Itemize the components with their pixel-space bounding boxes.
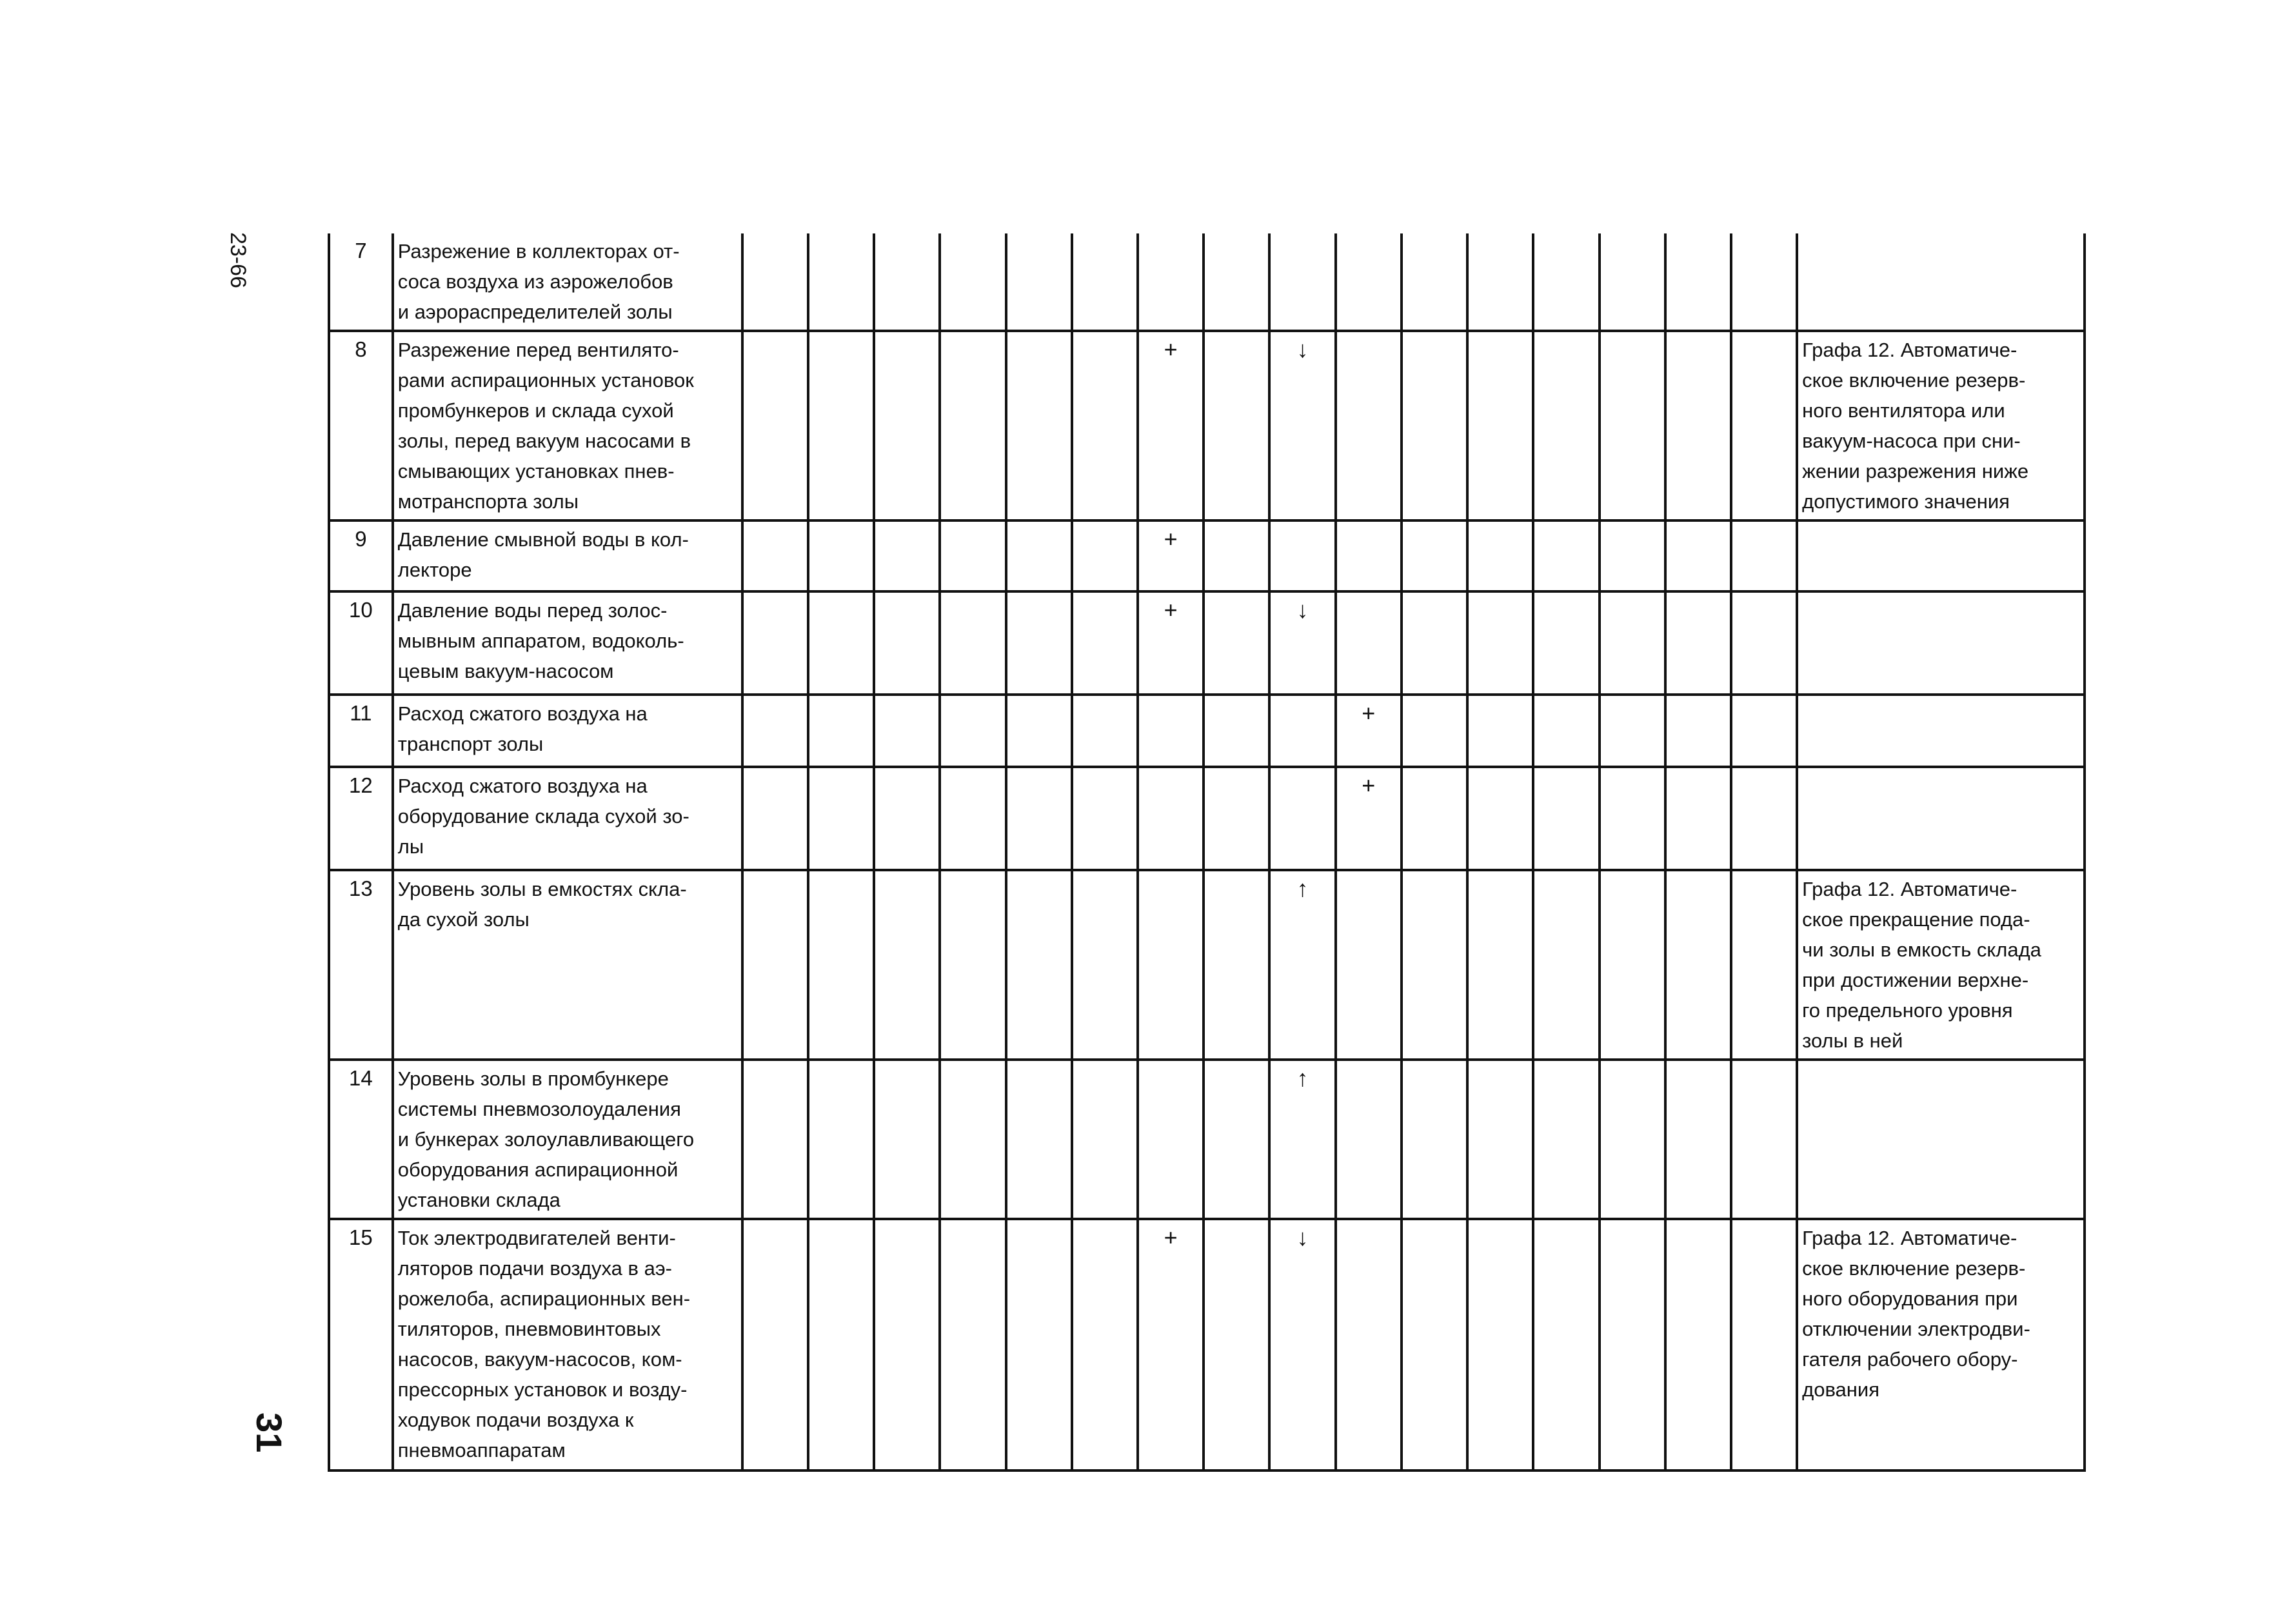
- grid-cell-col-7: [1138, 233, 1204, 331]
- description-line: Уровень золы в емкостях скла-: [397, 878, 687, 900]
- remark-cell: [1797, 767, 2085, 870]
- table-row: [329, 767, 2085, 870]
- description-line: Давление смывной воды в кол-: [397, 528, 689, 551]
- grid-cell-col-2: [808, 1219, 874, 1471]
- grid-cell-col-4: [940, 767, 1006, 870]
- parameter-description: [393, 520, 742, 591]
- remark-line: при достижении верхне-: [1802, 969, 2029, 991]
- grid-cell-col-12: [1467, 331, 1533, 520]
- grid-cell-col-13: [1533, 1060, 1599, 1219]
- remark-cell: [1797, 1219, 2085, 1471]
- grid-cell-col-3: [874, 1060, 940, 1219]
- grid-cell-col-7: [1138, 1060, 1204, 1219]
- grid-cell-col-5: [1006, 520, 1072, 591]
- grid-cell-col-2: [808, 591, 874, 695]
- page-number: 31: [249, 1412, 290, 1453]
- grid-cell-col-9: ↓: [1269, 331, 1335, 520]
- description-line: Расход сжатого воздуха на: [397, 702, 648, 725]
- grid-cell-col-12: [1467, 233, 1533, 331]
- remark-cell: [1797, 591, 2085, 695]
- grid-cell-col-15: [1665, 331, 1731, 520]
- description-line: Давление воды перед золос-: [397, 599, 668, 622]
- description-line: насосов, вакуум-насосов, ком-: [397, 1348, 682, 1371]
- description-line: цевым вакуум-насосом: [397, 660, 614, 682]
- grid-cell-col-15: [1665, 695, 1731, 767]
- description-line: Расход сжатого воздуха на: [397, 775, 648, 797]
- table-row: [329, 591, 2085, 695]
- grid-cell-col-2: [808, 1060, 874, 1219]
- table-row: [329, 1060, 2085, 1219]
- description-line: смывающих установках пнев-: [397, 460, 675, 482]
- remark-cell: [1797, 870, 2085, 1060]
- grid-cell-col-3: [874, 591, 940, 695]
- remark-line: отключении электродви-: [1802, 1318, 2030, 1340]
- grid-cell-col-8: [1204, 1060, 1269, 1219]
- grid-cell-col-2: [808, 870, 874, 1060]
- grid-cell-col-13: [1533, 520, 1599, 591]
- grid-cell-col-8: [1204, 1219, 1269, 1471]
- grid-cell-col-5: [1006, 331, 1072, 520]
- grid-cell-col-4: [940, 1219, 1006, 1471]
- parameter-description: [393, 331, 742, 520]
- grid-cell-col-15: [1665, 767, 1731, 870]
- grid-cell-col-10: [1336, 1060, 1402, 1219]
- grid-cell-col-2: [808, 767, 874, 870]
- table-row: [329, 331, 2085, 520]
- grid-cell-col-5: [1006, 233, 1072, 331]
- description-line: ляторов подачи воздуха в аэ-: [397, 1257, 672, 1280]
- grid-cell-col-12: [1467, 870, 1533, 1060]
- grid-cell-col-14: [1600, 331, 1665, 520]
- grid-cell-col-7: +: [1138, 591, 1204, 695]
- grid-cell-col-15: [1665, 233, 1731, 331]
- remark-cell: [1797, 233, 2085, 331]
- grid-cell-col-11: [1402, 1060, 1467, 1219]
- grid-cell-col-12: [1467, 591, 1533, 695]
- grid-cell-col-11: [1402, 695, 1467, 767]
- grid-cell-col-3: [874, 331, 940, 520]
- grid-cell-col-9: ↓: [1269, 1219, 1335, 1471]
- remark-line: дования: [1802, 1378, 1880, 1401]
- remark-line: ское включение резерв-: [1802, 369, 2026, 391]
- grid-cell-col-3: [874, 767, 940, 870]
- row-number: 11: [329, 695, 393, 767]
- grid-cell-col-11: [1402, 331, 1467, 520]
- remark-line: ного вентилятора или: [1802, 399, 2005, 422]
- row-number: 10: [329, 591, 393, 695]
- table-row: [329, 1219, 2085, 1471]
- parameter-description: [393, 1219, 742, 1471]
- grid-cell-col-10: +: [1336, 695, 1402, 767]
- description-line: транспорт золы: [397, 733, 544, 755]
- grid-cell-col-8: [1204, 233, 1269, 331]
- description-line: промбункеров и склада сухой: [397, 399, 674, 422]
- grid-cell-col-2: [808, 520, 874, 591]
- grid-cell-col-16: [1731, 870, 1797, 1060]
- remark-line: Графа 12. Автоматиче-: [1802, 1227, 2017, 1249]
- description-line: ходувок подачи воздуха к: [397, 1409, 634, 1431]
- grid-cell-col-9: ↑: [1269, 1060, 1335, 1219]
- grid-cell-col-11: [1402, 1219, 1467, 1471]
- grid-cell-col-1: [742, 695, 808, 767]
- grid-cell-col-9: [1269, 520, 1335, 591]
- description-line: оборудование склада сухой зо-: [397, 805, 689, 827]
- grid-cell-col-5: [1006, 591, 1072, 695]
- description-line: установки склада: [397, 1189, 560, 1211]
- remark-line: Графа 12. Автоматиче-: [1802, 878, 2017, 900]
- grid-cell-col-1: [742, 1060, 808, 1219]
- description-line: да сухой золы: [397, 908, 530, 931]
- grid-cell-col-13: [1533, 767, 1599, 870]
- row-number: 15: [329, 1219, 393, 1471]
- grid-cell-col-16: [1731, 331, 1797, 520]
- grid-cell-col-16: [1731, 520, 1797, 591]
- grid-cell-col-6: [1072, 331, 1138, 520]
- description-line: пневмоаппаратам: [397, 1439, 566, 1461]
- grid-cell-col-3: [874, 233, 940, 331]
- grid-cell-col-8: [1204, 695, 1269, 767]
- remark-line: чи золы в емкость склада: [1802, 938, 2041, 961]
- remark-line: ское включение резерв-: [1802, 1257, 2026, 1280]
- description-line: соса воздуха из аэрожелобов: [397, 270, 673, 293]
- grid-cell-col-14: [1600, 233, 1665, 331]
- grid-cell-col-3: [874, 1219, 940, 1471]
- grid-cell-col-5: [1006, 1219, 1072, 1471]
- grid-cell-col-2: [808, 233, 874, 331]
- grid-cell-col-6: [1072, 695, 1138, 767]
- parameters-table: [328, 233, 2086, 1472]
- description-line: рами аспирационных установок: [397, 369, 694, 391]
- grid-cell-col-14: [1600, 1219, 1665, 1471]
- grid-cell-col-4: [940, 520, 1006, 591]
- grid-cell-col-15: [1665, 870, 1731, 1060]
- grid-cell-col-14: [1600, 591, 1665, 695]
- grid-cell-col-8: [1204, 331, 1269, 520]
- description-line: системы пневмозолоудаления: [397, 1098, 681, 1120]
- grid-cell-col-13: [1533, 695, 1599, 767]
- grid-cell-col-13: [1533, 1219, 1599, 1471]
- grid-cell-col-1: [742, 1219, 808, 1471]
- description-line: Ток электродвигателей венти-: [397, 1227, 676, 1249]
- grid-cell-col-9: [1269, 695, 1335, 767]
- remark-cell: [1797, 695, 2085, 767]
- grid-cell-col-5: [1006, 1060, 1072, 1219]
- table-row: [329, 233, 2085, 331]
- table-row: [329, 695, 2085, 767]
- description-line: оборудования аспирационной: [397, 1158, 679, 1181]
- remark-cell: [1797, 331, 2085, 520]
- grid-cell-col-10: [1336, 591, 1402, 695]
- parameter-description: [393, 695, 742, 767]
- grid-cell-col-2: [808, 695, 874, 767]
- grid-cell-col-9: [1269, 767, 1335, 870]
- grid-cell-col-4: [940, 331, 1006, 520]
- grid-cell-col-10: +: [1336, 767, 1402, 870]
- grid-cell-col-15: [1665, 591, 1731, 695]
- grid-cell-col-14: [1600, 870, 1665, 1060]
- grid-cell-col-4: [940, 870, 1006, 1060]
- grid-cell-col-15: [1665, 1060, 1731, 1219]
- grid-cell-col-11: [1402, 233, 1467, 331]
- remark-line: допустимого значения: [1802, 490, 2010, 513]
- grid-cell-col-14: [1600, 767, 1665, 870]
- grid-cell-col-2: [808, 331, 874, 520]
- grid-cell-col-6: [1072, 870, 1138, 1060]
- row-number: 12: [329, 767, 393, 870]
- grid-cell-col-8: [1204, 520, 1269, 591]
- description-line: и бункерах золоулавливающего: [397, 1128, 695, 1151]
- table-row: [329, 870, 2085, 1060]
- grid-cell-col-8: [1204, 591, 1269, 695]
- grid-cell-col-10: [1336, 870, 1402, 1060]
- grid-cell-col-6: [1072, 591, 1138, 695]
- grid-cell-col-11: [1402, 767, 1467, 870]
- grid-cell-col-16: [1731, 767, 1797, 870]
- grid-cell-col-11: [1402, 870, 1467, 1060]
- description-line: мотранспорта золы: [397, 490, 579, 513]
- grid-cell-col-6: [1072, 767, 1138, 870]
- grid-cell-col-5: [1006, 695, 1072, 767]
- grid-cell-col-13: [1533, 331, 1599, 520]
- grid-cell-col-6: [1072, 1060, 1138, 1219]
- grid-cell-col-9: ↓: [1269, 591, 1335, 695]
- row-number: 9: [329, 520, 393, 591]
- parameter-description: [393, 1060, 742, 1219]
- grid-cell-col-1: [742, 767, 808, 870]
- document-code: 23-66: [226, 232, 250, 288]
- grid-cell-col-1: [742, 520, 808, 591]
- grid-cell-col-5: [1006, 870, 1072, 1060]
- description-line: тиляторов, пневмовинтовых: [397, 1318, 661, 1340]
- grid-cell-col-10: [1336, 331, 1402, 520]
- description-line: прессорных установок и возду-: [397, 1378, 688, 1401]
- grid-cell-col-15: [1665, 1219, 1731, 1471]
- grid-cell-col-1: [742, 331, 808, 520]
- grid-cell-col-16: [1731, 1060, 1797, 1219]
- description-line: золы, перед вакуум насосами в: [397, 430, 691, 452]
- grid-cell-col-7: [1138, 695, 1204, 767]
- remark-line: гателя рабочего обору-: [1802, 1348, 2018, 1371]
- grid-cell-col-12: [1467, 1060, 1533, 1219]
- remark-line: Графа 12. Автоматиче-: [1802, 339, 2017, 361]
- grid-cell-col-8: [1204, 870, 1269, 1060]
- grid-cell-col-7: [1138, 870, 1204, 1060]
- parameter-description: [393, 233, 742, 331]
- grid-cell-col-16: [1731, 591, 1797, 695]
- grid-cell-col-6: [1072, 233, 1138, 331]
- remark-line: ного оборудования при: [1802, 1287, 2018, 1310]
- description-line: мывным аппаратом, водоколь-: [397, 629, 684, 652]
- table-row: [329, 520, 2085, 591]
- grid-cell-col-12: [1467, 1219, 1533, 1471]
- remark-line: жении разрежения ниже: [1802, 460, 2029, 482]
- grid-cell-col-16: [1731, 695, 1797, 767]
- parameter-description: [393, 767, 742, 870]
- description-line: лекторе: [397, 559, 472, 581]
- remark-line: вакуум-насоса при сни-: [1802, 430, 2021, 452]
- grid-cell-col-4: [940, 695, 1006, 767]
- remark-line: ское прекращение пода-: [1802, 908, 2030, 931]
- grid-cell-col-11: [1402, 591, 1467, 695]
- grid-cell-col-13: [1533, 233, 1599, 331]
- row-number: 13: [329, 870, 393, 1060]
- grid-cell-col-10: [1336, 1219, 1402, 1471]
- grid-cell-col-13: [1533, 591, 1599, 695]
- grid-cell-col-10: [1336, 520, 1402, 591]
- grid-cell-col-10: [1336, 233, 1402, 331]
- grid-cell-col-14: [1600, 695, 1665, 767]
- row-number: 8: [329, 331, 393, 520]
- grid-cell-col-16: [1731, 233, 1797, 331]
- grid-cell-col-9: [1269, 233, 1335, 331]
- grid-cell-col-15: [1665, 520, 1731, 591]
- description-line: лы: [397, 835, 424, 858]
- grid-cell-col-1: [742, 591, 808, 695]
- grid-cell-col-3: [874, 695, 940, 767]
- grid-cell-col-6: [1072, 1219, 1138, 1471]
- grid-cell-col-12: [1467, 520, 1533, 591]
- grid-cell-col-7: [1138, 767, 1204, 870]
- grid-cell-col-6: [1072, 520, 1138, 591]
- grid-cell-col-14: [1600, 1060, 1665, 1219]
- grid-cell-col-7: +: [1138, 520, 1204, 591]
- grid-cell-col-4: [940, 233, 1006, 331]
- parameter-description: [393, 870, 742, 1060]
- grid-cell-col-1: [742, 870, 808, 1060]
- grid-cell-col-4: [940, 1060, 1006, 1219]
- description-line: и аэрораспределителей золы: [397, 301, 673, 323]
- grid-cell-col-11: [1402, 520, 1467, 591]
- grid-cell-col-12: [1467, 767, 1533, 870]
- parameter-description: [393, 591, 742, 695]
- grid-cell-col-8: [1204, 767, 1269, 870]
- grid-cell-col-13: [1533, 870, 1599, 1060]
- description-line: Разрежение перед вентилято-: [397, 339, 679, 361]
- row-number: 7: [329, 233, 393, 331]
- grid-cell-col-3: [874, 870, 940, 1060]
- description-line: рожелоба, аспирационных вен-: [397, 1287, 691, 1310]
- remark-line: золы в ней: [1802, 1029, 1903, 1052]
- remark-cell: [1797, 520, 2085, 591]
- grid-cell-col-7: +: [1138, 331, 1204, 520]
- grid-cell-col-5: [1006, 767, 1072, 870]
- grid-cell-col-7: +: [1138, 1219, 1204, 1471]
- remark-cell: [1797, 1060, 2085, 1219]
- grid-cell-col-4: [940, 591, 1006, 695]
- remark-line: го предельного уровня: [1802, 999, 2013, 1022]
- grid-cell-col-16: [1731, 1219, 1797, 1471]
- grid-cell-col-3: [874, 520, 940, 591]
- row-number: 14: [329, 1060, 393, 1219]
- grid-cell-col-14: [1600, 520, 1665, 591]
- description-line: Уровень золы в промбункере: [397, 1067, 669, 1090]
- grid-cell-col-1: [742, 233, 808, 331]
- grid-cell-col-9: ↑: [1269, 870, 1335, 1060]
- description-line: Разрежение в коллекторах от-: [397, 240, 680, 262]
- grid-cell-col-12: [1467, 695, 1533, 767]
